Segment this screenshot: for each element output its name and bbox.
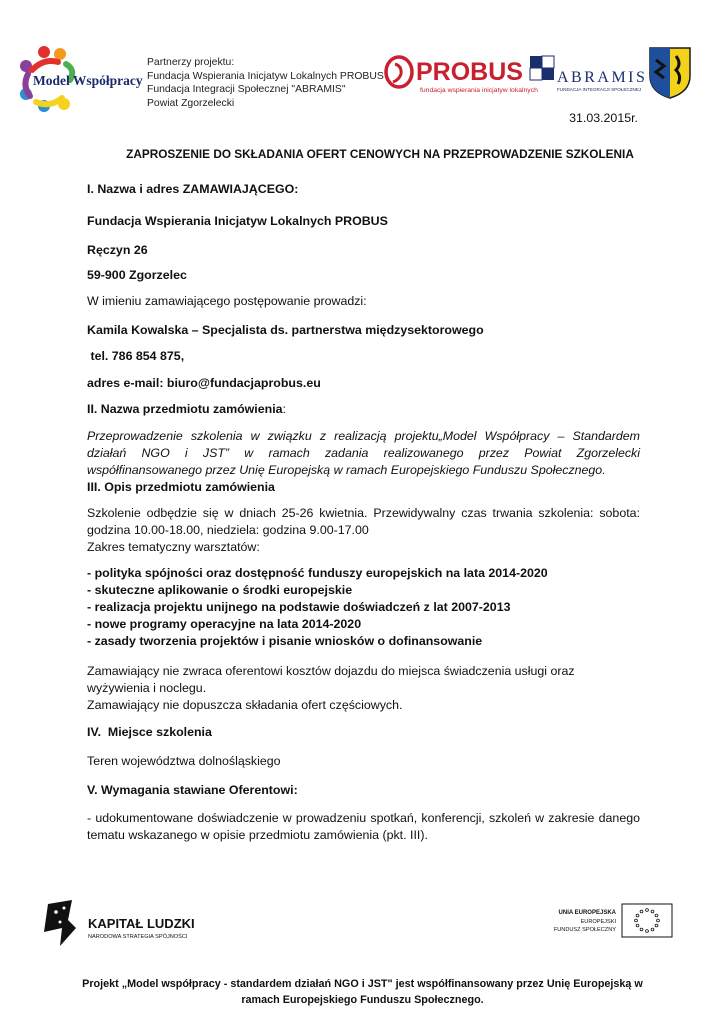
list-item: - skuteczne aplikowanie o środki europejskie xyxy=(87,583,353,597)
eu-logo xyxy=(548,904,674,938)
svg-text:EUROPEJSKI: EUROPEJSKI xyxy=(580,919,616,925)
section3-text: Szkolenie odbędzie się w dniach 25-26 kwietnia. Przewidywalny czas trwania szkolenia: sobota: godzina 10.00-18.00, niedziela: godzina 9.00-17.00 xyxy=(87,506,640,537)
svg-text:FUNDUSZ SPOŁECZNY: FUNDUSZ SPOŁECZNY xyxy=(553,927,616,933)
topics-list xyxy=(87,565,640,650)
partners-heading: Partnerzy projektu: xyxy=(147,57,235,68)
document-date: 31.03.2015r. xyxy=(569,111,638,125)
topics-scope: Zakres tematyczny warsztatów: xyxy=(87,540,260,554)
section2-text: Przeprowadzenie szkolenia w związku z realizacją projektu„Model Współpracy – Standardem działań NGO i JST” w ramach zadania realizowanego przez Powiat Zgorzelecki współfinansowanego przez Unię Europejską w ramach Europejskiego Funduszu Społecznego. xyxy=(87,429,640,477)
partial-offers-note: Zamawiający nie dopuszcza składania ofert częściowych. xyxy=(87,698,403,712)
page-title: ZAPROSZENIE DO SKŁADANIA OFERT CENOWYCH NA PRZEPROWADZENIE SZKOLENIA xyxy=(126,147,634,161)
list-item: - nowe programy operacyjne na lata 2014-2020 xyxy=(87,617,362,631)
list-item: - realizacja projektu unijnego na podstawie doświadczeń z lat 2007-2013 xyxy=(87,600,511,614)
people-circle-icon xyxy=(14,44,143,112)
svg-text:ABRAMIS: ABRAMIS xyxy=(557,69,648,86)
procedure-intro: W imieniu zamawiającego postępowanie prowadzi: xyxy=(87,294,367,308)
svg-text:PROBUS: PROBUS xyxy=(416,58,523,86)
partner-line: Fundacja Wspierania Inicjatyw Lokalnych PROBUS xyxy=(147,70,384,82)
ordering-party-city: 59-900 Zgorzelec xyxy=(87,268,187,282)
partner-line: Powiat Zgorzelecki xyxy=(147,97,235,109)
contact-phone: tel. 786 854 875, xyxy=(87,349,185,363)
model-wspolpracy-logo xyxy=(14,44,143,112)
project-partners xyxy=(147,56,384,110)
list-item: - zasady tworzenia projektów i pisanie wniosków o dofinansowanie xyxy=(87,634,483,648)
svg-text:Model Współpracy: Model Współpracy xyxy=(33,73,143,88)
svg-text:UNIA EUROPEJSKA: UNIA EUROPEJSKA xyxy=(558,910,616,916)
training-location: Teren województwa dolnośląskiego xyxy=(87,754,281,768)
section4-heading: IV. Miejsce szkolenia xyxy=(87,725,212,739)
partner-line: Fundacja Integracji Społecznej "ABRAMIS" xyxy=(147,84,346,95)
svg-text:FUNDACJA INTEGRACJI SPOŁECZNEJ: FUNDACJA INTEGRACJI SPOŁECZNEJ xyxy=(557,87,642,92)
footer-note: Projekt „Model współpracy - standardem działań NGO i JST" jest współfinansowany przez Unię Europejską w ramach Europejskiego Funduszu Społecznego. xyxy=(82,978,643,1006)
list-item: - polityka spójności oraz dostępność funduszy europejskich na lata 2014-2020 xyxy=(87,566,548,580)
eu-flag-icon xyxy=(622,904,672,937)
costs-note: Zamawiający nie zwraca oferentowi kosztów dojazdu do miejsca świadczenia usługi oraz wyżywienia i noclegu. xyxy=(87,664,575,695)
powiat-coat-of-arms-icon xyxy=(648,46,692,100)
abramis-logo xyxy=(528,54,648,94)
probus-emblem-icon xyxy=(386,57,412,87)
section2-colon: : xyxy=(282,402,286,416)
probus-logo xyxy=(384,52,538,96)
svg-text:NARODOWA STRATEGIA SPÓJNOŚCI: NARODOWA STRATEGIA SPÓJNOŚCI xyxy=(88,934,188,940)
ordering-party-street: Ręczyn 26 xyxy=(87,243,148,257)
section1-heading: I. Nazwa i adres ZAMAWIAJĄCEGO: xyxy=(87,182,299,196)
section2-heading: II. Nazwa przedmiotu zamówienia xyxy=(87,402,283,416)
section3-heading: III. Opis przedmiotu zamówienia xyxy=(87,480,275,494)
kapital-ludzki-logo xyxy=(42,898,212,948)
contact-person: Kamila Kowalska – Specjalista ds. partnerstwa międzysektorowego xyxy=(87,323,484,337)
section5-heading: V. Wymagania stawiane Oferentowi: xyxy=(87,783,298,797)
contact-email: adres e-mail: biuro@fundacjaprobus.eu xyxy=(87,376,321,390)
svg-text:fundacja wspierania inicjatyw: fundacja wspierania inicjatyw lokalnych xyxy=(420,87,538,94)
svg-text:KAPITAŁ LUDZKI: KAPITAŁ LUDZKI xyxy=(88,916,195,931)
section5-text: - udokumentowane doświadczenie w prowadzeniu spotkań, konferencji, szkoleń w zakresie danego tematu wskazanego w opisie przedmiotu zamówienia (pkt. III). xyxy=(87,811,640,842)
ordering-party-name: Fundacja Wspierania Inicjatyw Lokalnych PROBUS xyxy=(87,214,388,228)
section2-heading-line xyxy=(87,401,640,418)
